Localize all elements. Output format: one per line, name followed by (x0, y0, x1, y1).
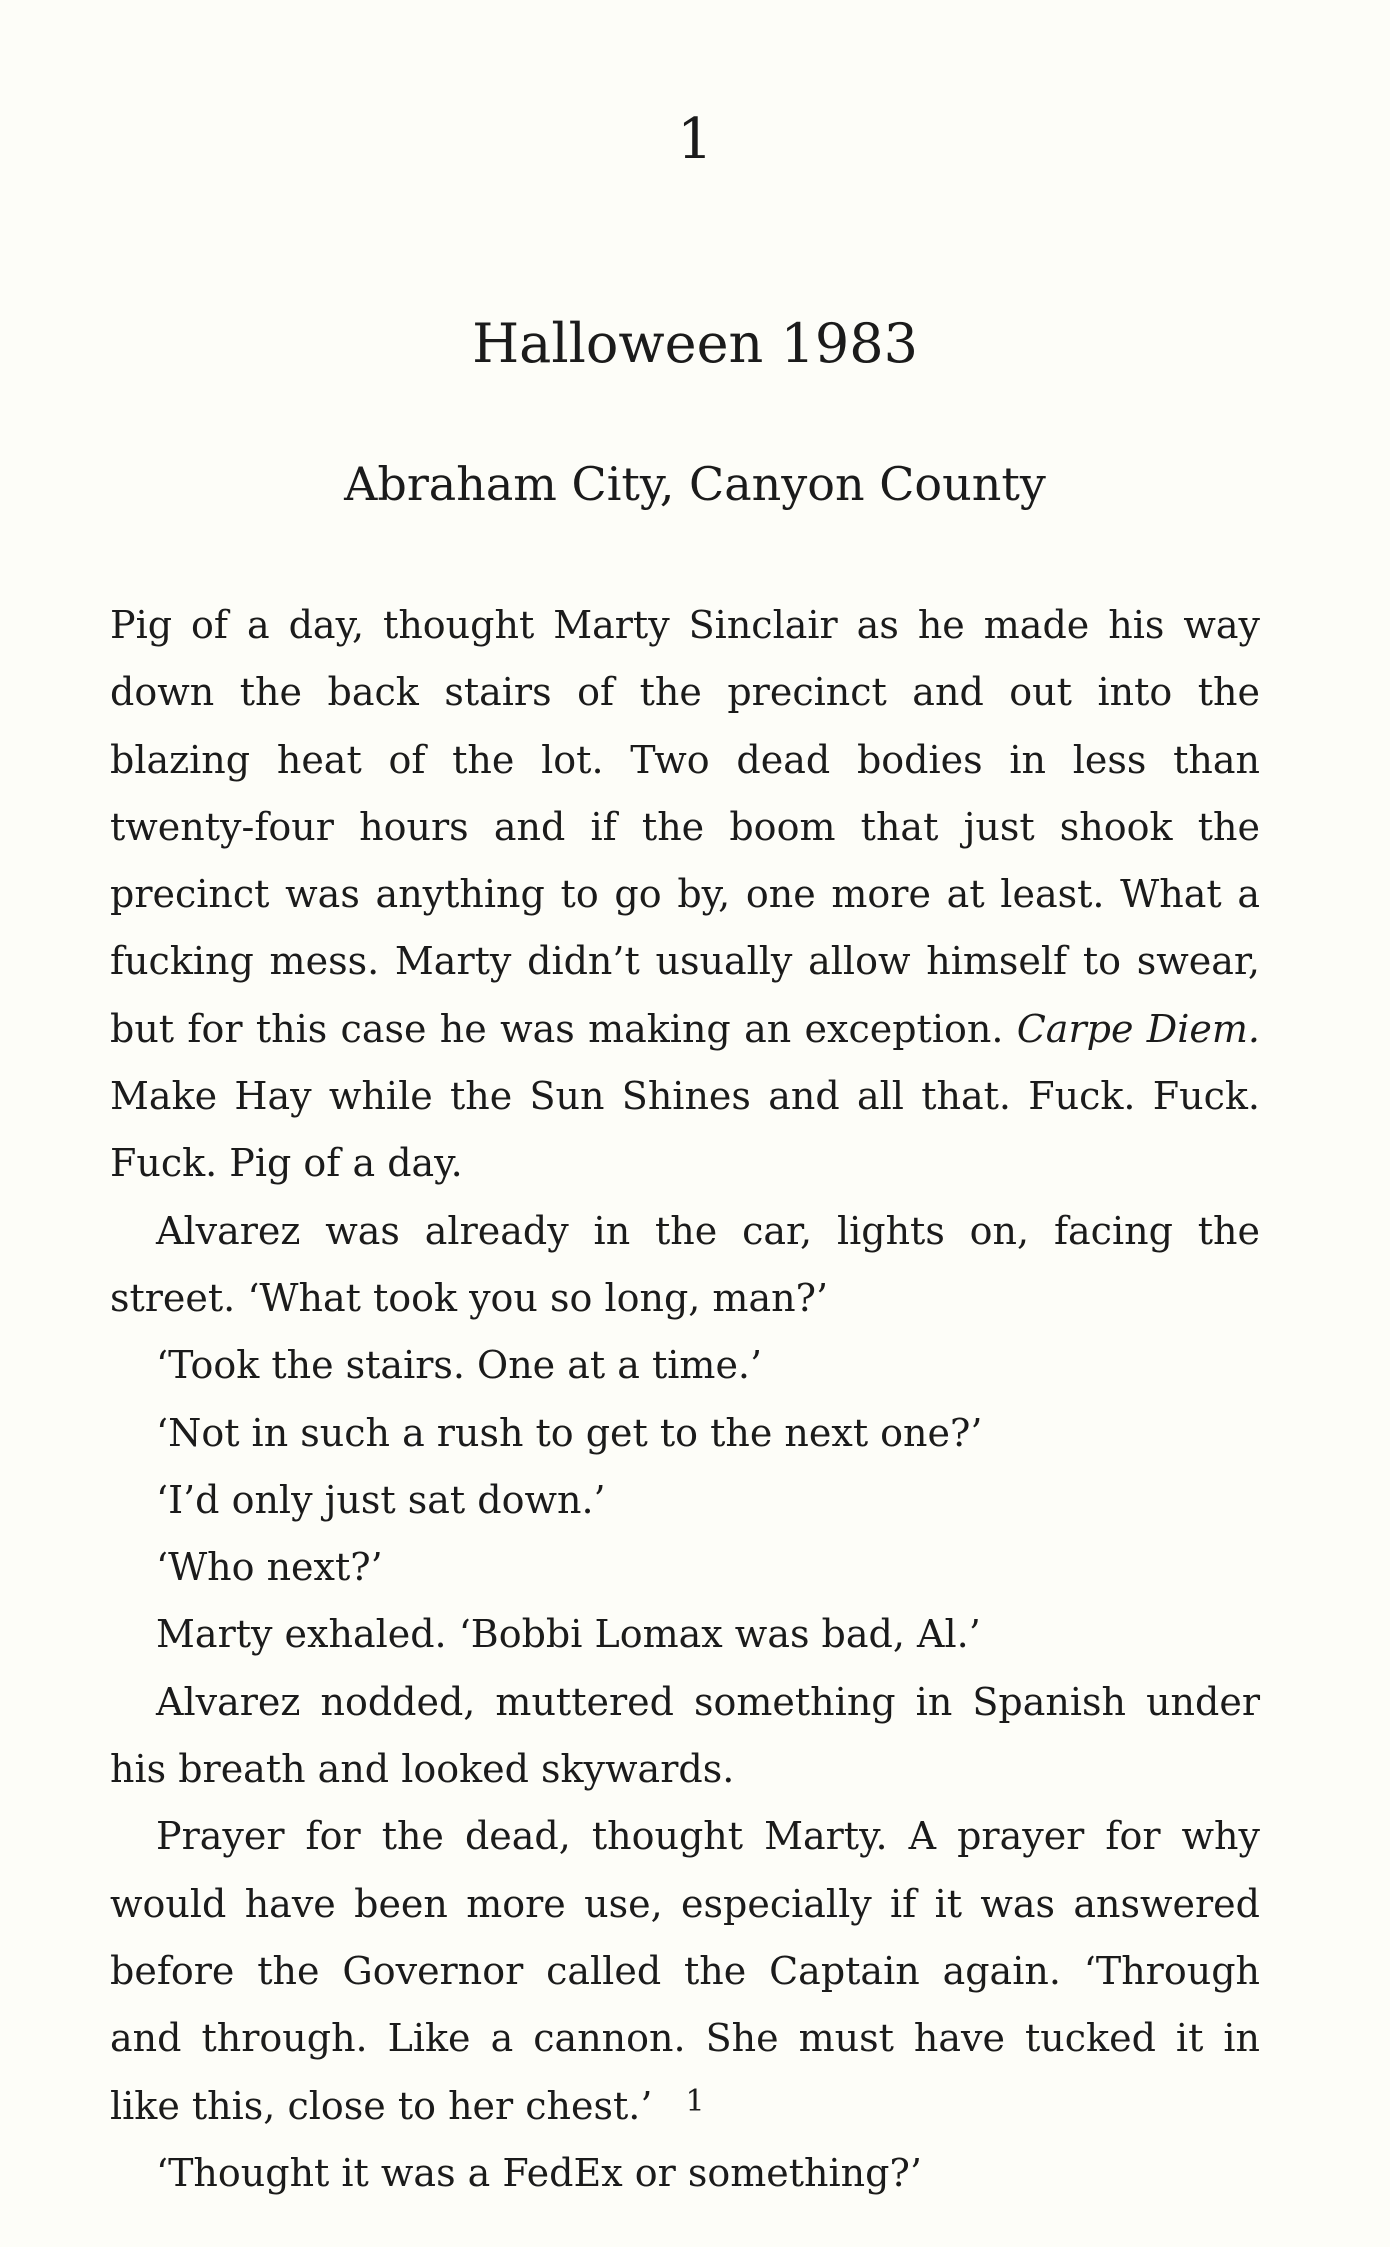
paragraph: ‘I’d only just sat down.’ (156, 1477, 606, 1522)
chapter-location: Abraham City, Canyon County (344, 457, 1046, 511)
paragraph: Prayer for the dead, thought Marty. A prayer for why would have been more use, especially if it was answered before the Governor called the Captain again. ‘Through and through. Like a cannon. She must have tucked it in like this, close to her chest.’ (110, 1814, 1260, 2128)
paragraph: ‘Thought it was a FedEx or something?’ (156, 2150, 922, 2195)
paragraph: Alvarez was already in the car, lights on, facing the street. ‘What took you so long, man?’ (110, 1208, 1260, 1320)
page-number: 1 (685, 2084, 705, 2119)
paragraph: Marty exhaled. ‘Bobbi Lomax was bad, Al.’ (156, 1612, 981, 1657)
paragraph: Alvarez nodded, muttered something in Spanish under his breath and looked skywards. (110, 1679, 1260, 1792)
paragraph-text: Pig of a day, thought Marty Sinclair as he made his way down the back stairs of the precinct and out into the blazing heat of the lot. Two dead bodies in less than twenty-four hours and if the boom that just shook the precinct was anything to go by, one more at least. What a fucking mess. Marty didn’t usually allow himself to swear, but for this case he was making an exception. (110, 603, 1260, 1051)
paragraph: ‘Who next?’ (156, 1545, 383, 1590)
chapter-number: 1 (677, 107, 713, 172)
paragraph-text: Make Hay while the Sun Shines and all that. Fuck. Fuck. Fuck. Pig of a day. (110, 1074, 1260, 1186)
paragraph: ‘Took the stairs. One at a time.’ (156, 1343, 763, 1388)
body-text (110, 592, 1260, 2207)
chapter-title: Halloween 1983 (472, 312, 918, 375)
italic-phrase: Carpe Diem. (1016, 1006, 1260, 1051)
paragraph (110, 592, 1260, 1198)
paragraph: ‘Not in such a rush to get to the next one?’ (156, 1410, 983, 1455)
